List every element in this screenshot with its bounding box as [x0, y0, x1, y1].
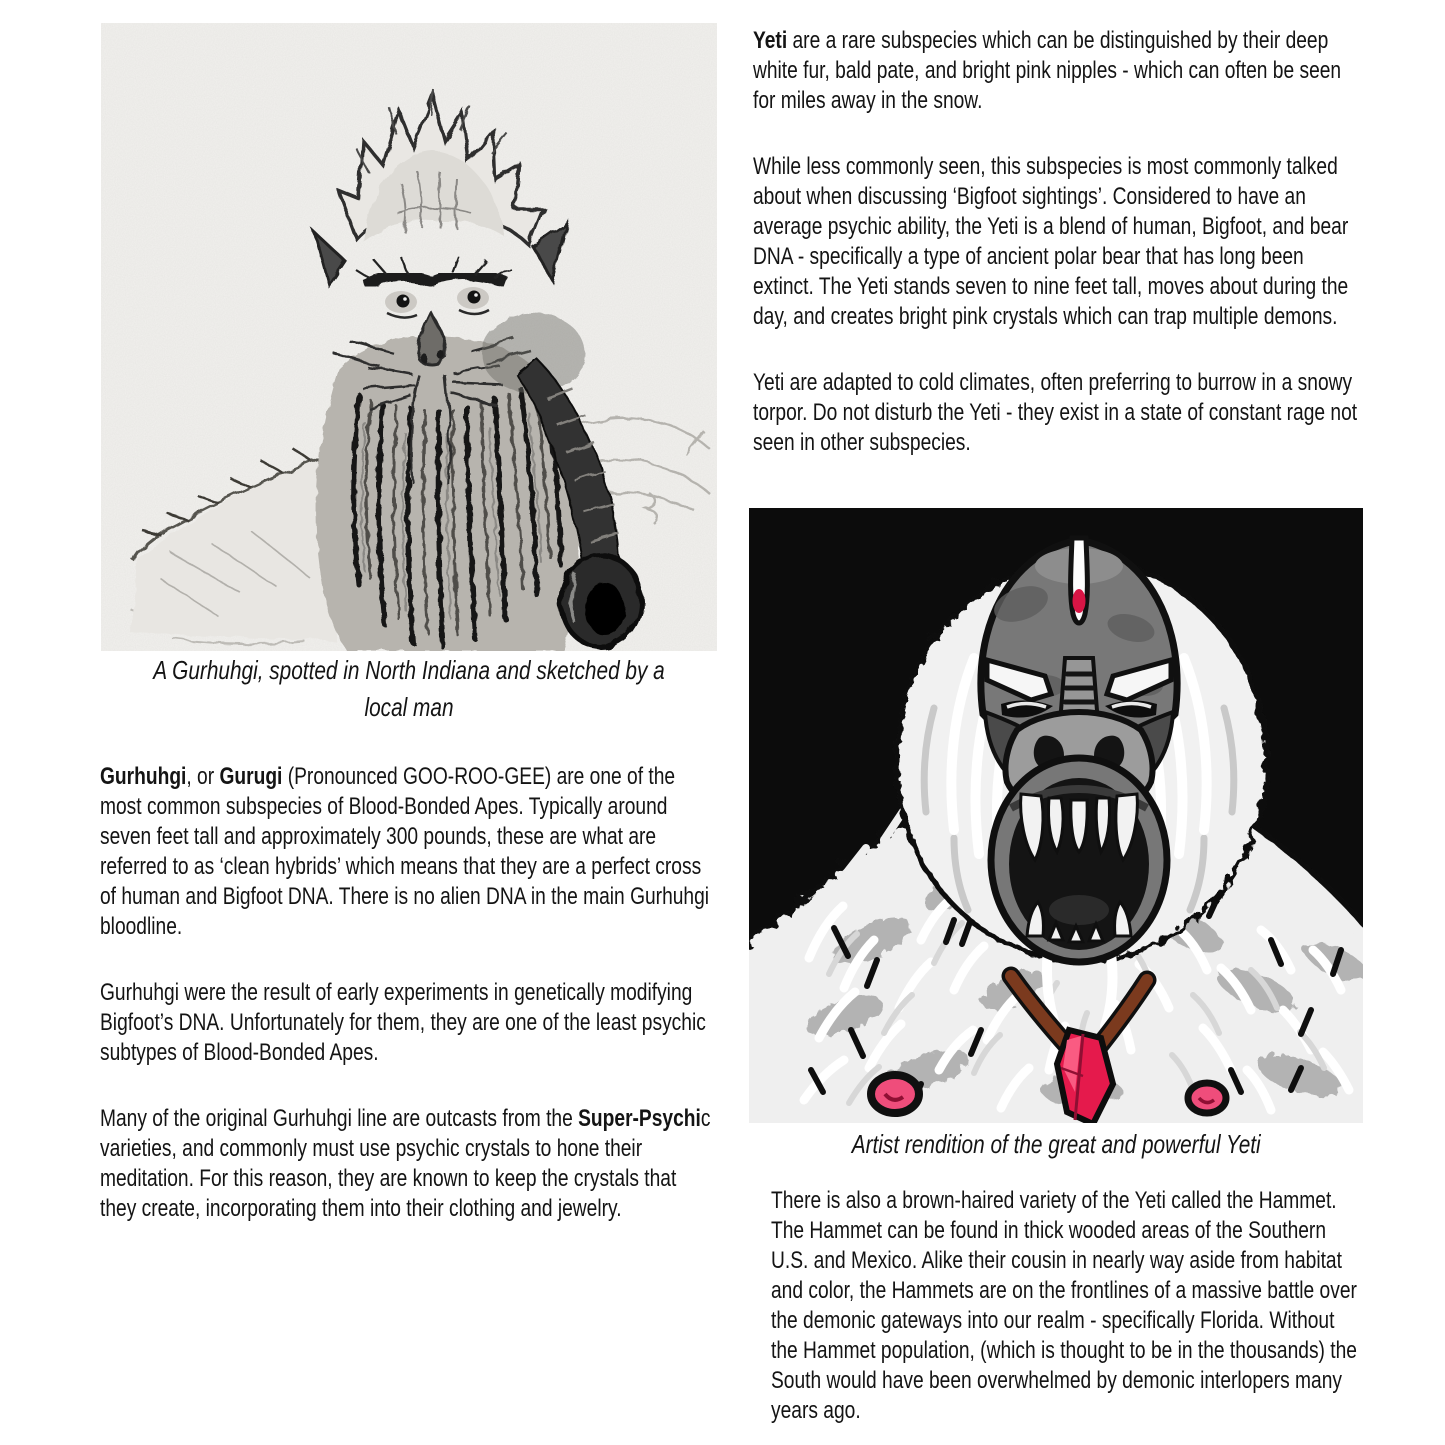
gurhuhgi-paragraph-3: Many of the original Gurhuhgi line are outcasts from the Super-Psychic varieties, and commonly must use psychic crystals to hone their meditation. For this reason, they are known to keep the crystals that they create, incorporating them into their clothing and jewelry. — [100, 1105, 711, 1222]
gurhuhgi-paragraph-2: Gurhuhgi were the result of early experiments in genetically modifying Bigfoot’s DNA. Unfortunately for them, they are one of the least psychic subtypes of Blood-Bonded Apes. — [100, 979, 706, 1066]
forehead-drop — [1073, 589, 1086, 613]
left-column-text — [100, 762, 713, 1224]
yeti-illustration-image — [749, 508, 1363, 1123]
yeti-paragraph-3: Yeti are adapted to cold climates, often preferring to burrow in a snowy torpor. Do not disturb the Yeti - they exist in a state of constant rage not seen in other subspecies. — [753, 369, 1358, 456]
nipple-right — [1188, 1083, 1226, 1113]
roaring-mouth — [991, 758, 1167, 962]
yeti-caption: Artist rendition of the great and powerful Yeti — [851, 1129, 1261, 1159]
nipple-left — [871, 1075, 919, 1113]
yeti-paragraph-1: Yeti are a rare subspecies which can be distinguished by their deep white fur, bald pate, and bright pink nipples - which can often be seen for miles away in the snow. — [753, 27, 1342, 114]
yeti-illustration-figure — [749, 508, 1363, 1123]
right-column-top-text — [753, 26, 1361, 458]
yeti-paragraph-2: While less commonly seen, this subspecies is most commonly talked about when discussing ‘Bigfoot sightings’. Considered to have an average psychic ability, the Yeti is a blend of human, Bigfoot, and bear DNA - specifically a type of ancient polar bear that has long been extinct. The Yeti stands seven to nine feet tall, moves about during the day, and creates bright pink crystals which can trap multiple demons. — [753, 153, 1349, 330]
gurhuhgi-paragraph-1: Gurhuhgi, or Gurugi (Pronounced GOO-ROO-GEE) are one of the most common subspecies of Blood-Bonded Apes. Typically around seven feet tall and approximately 300 pounds, these are what are referred to as ‘clean hybrids’ which means that they are a perfect cross of human and Bigfoot DNA. There is no alien DNA in the main Gurhuhgi bloodline. — [100, 763, 710, 940]
gurhuhgi-caption: A Gurhuhgi, spotted in North Indiana and sketched by a local man — [153, 655, 665, 722]
hammet-paragraph: There is also a brown-haired variety of the Yeti called the Hammet. The Hammet can be found in thick wooded areas of the Southern U.S. and Mexico. Alike their cousin in nearly way aside from habitat and color, the Hammets are on the frontlines of a massive battle over the demonic gateways into our realm - specifically Florida. Without the Hammet population, (which is thought to be in the thousands) the South would have been overwhelmed by demonic interlopers many years ago. — [771, 1187, 1357, 1424]
right-column-bottom-text — [771, 1186, 1363, 1426]
strap-ring — [561, 555, 641, 647]
gurhuhgi-sketch-image — [101, 23, 717, 651]
gurhuhgi-sketch-figure — [101, 23, 717, 651]
